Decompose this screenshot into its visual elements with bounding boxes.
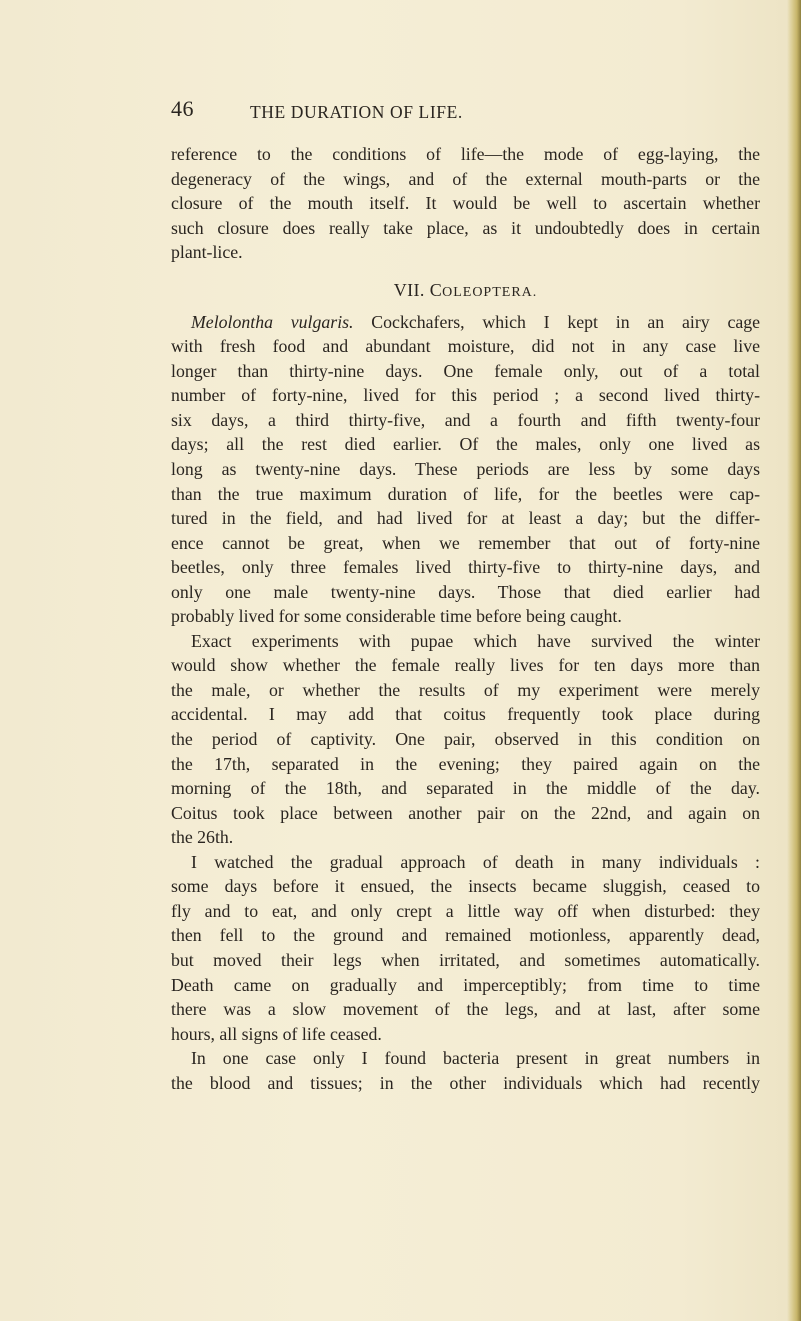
text-line: accidental. I may add that coitus frequently took place during <box>171 704 760 725</box>
text-line: with fresh food and abundant moisture, did not in any case live <box>171 336 760 357</box>
text-line: number of forty-nine, lived for this period ; a second lived thirty- <box>171 385 760 406</box>
text-line: Death came on gradually and imperceptibly; from time to time <box>171 974 760 995</box>
text-line: probably lived for some considerable time before being caught. <box>171 606 622 627</box>
text-line: In one case only I found bacteria present in great numbers in <box>191 1048 760 1069</box>
text-fragment: Cockchafers, which I kept in an airy cage <box>353 311 761 332</box>
text-line: Exact experiments with pupae which have survived the winter <box>191 630 760 651</box>
text-line: Coitus took place between another pair on the 22nd, and again on <box>171 802 760 823</box>
intro-paragraph <box>171 142 760 265</box>
section-title-first-letter: C <box>429 279 443 300</box>
section-title-small-caps: OLEOPTERA. <box>442 284 538 300</box>
text-line: long as twenty-nine days. These periods are less by some days <box>171 459 760 480</box>
text-line: the male, or whether the results of my experiment were merely <box>171 679 760 700</box>
paragraph-cockchafers <box>171 310 760 629</box>
text-line: ence cannot be great, when we remember that out of forty-nine <box>171 532 760 553</box>
text-line: the 17th, separated in the evening; they paired again on the <box>171 753 760 774</box>
text-line: I watched the gradual approach of death in many individuals : <box>191 851 760 872</box>
body-text <box>171 142 760 1095</box>
text-line: only one male twenty-nine days. Those that died earlier had <box>171 581 760 602</box>
text-line: reference to the conditions of life—the mode of egg-laying, the <box>171 144 760 164</box>
text-line: such closure does really take place, as it undoubtedly does in certain <box>171 217 760 238</box>
text-line: degeneracy of the wings, and of the external mouth-parts or the <box>171 168 760 189</box>
section-numeral: VII. <box>393 279 425 300</box>
text-line: tured in the field, and had lived for at least a day; but the differ- <box>171 508 760 529</box>
text-line <box>171 310 760 335</box>
text-line: the blood and tissues; in the other individuals which had recently <box>171 1072 760 1093</box>
text-line: but moved their legs when irritated, and sometimes automatically. <box>171 949 760 970</box>
text-line: closure of the mouth itself. It would be well to ascertain whether <box>171 193 760 214</box>
text-line: would show whether the female really lives for ten days more than <box>171 655 760 676</box>
paragraph-experiments <box>171 629 760 850</box>
species-name: Melolontha vulgaris. <box>191 311 354 332</box>
text-line: there was a slow movement of the legs, and at last, after some <box>171 999 760 1020</box>
text-line: fly and to eat, and only crept a little way off when disturbed: they <box>171 900 760 921</box>
paragraph-death <box>171 850 760 1046</box>
paragraph-bacteria <box>171 1046 760 1095</box>
text-line: days; all the rest died earlier. Of the males, only one lived as <box>171 434 760 455</box>
text-line: plant-lice. <box>171 242 243 263</box>
section-heading <box>171 273 760 308</box>
text-line: morning of the 18th, and separated in the middle of the day. <box>171 778 760 799</box>
running-title: THE DURATION OF LIFE. <box>250 102 463 122</box>
text-line: then fell to the ground and remained motionless, apparently dead, <box>171 925 760 946</box>
running-head <box>0 96 801 126</box>
text-line: six days, a third thirty-five, and a fourth and fifth twenty-four <box>171 409 760 430</box>
page-edge-shadow <box>787 0 801 1321</box>
page-number: 46 <box>171 96 194 121</box>
text-line: the period of captivity. One pair, observed in this condition on <box>171 729 760 750</box>
text-line: than the true maximum duration of life, for the beetles were cap- <box>171 483 760 504</box>
text-line: hours, all signs of life ceased. <box>171 1023 382 1044</box>
text-line: longer than thirty-nine days. One female only, out of a total <box>171 360 760 381</box>
text-line: the 26th. <box>171 827 234 848</box>
text-line: some days before it ensued, the insects became sluggish, ceased to <box>171 876 760 897</box>
text-line: beetles, only three females lived thirty-five to thirty-nine days, and <box>171 557 760 578</box>
